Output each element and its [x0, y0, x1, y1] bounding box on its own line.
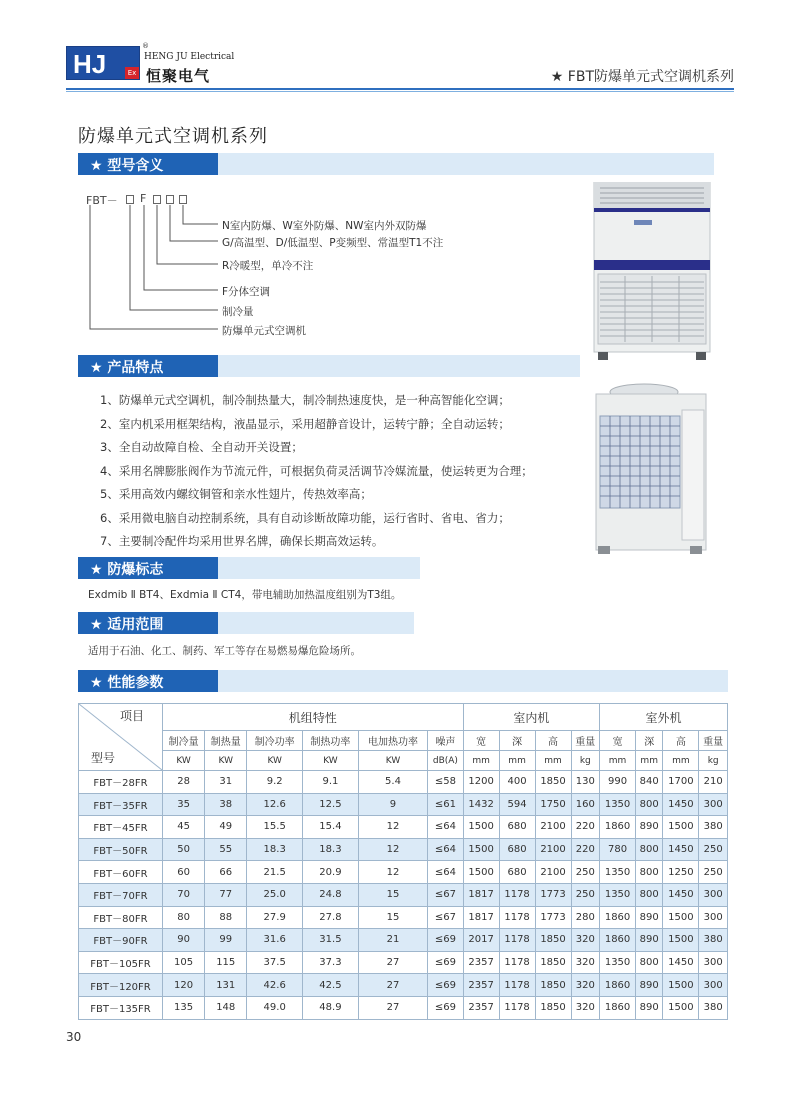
table-cell: 1450: [663, 883, 699, 906]
table-cell: 1860: [600, 929, 636, 952]
table-row: [79, 906, 728, 929]
table-cell: 1350: [600, 951, 636, 974]
model-line-label: F分体空调: [222, 286, 271, 298]
company-logo: [66, 42, 246, 86]
page-number: 30: [66, 1030, 82, 1044]
feature-item: 2、室内机采用框架结构，液晶显示，采用超静音设计，运转宁静；全自动运转；: [100, 416, 510, 431]
table-cell: 1850: [535, 771, 571, 794]
table-cell: 1860: [600, 906, 636, 929]
group-header: 机组特性: [163, 704, 464, 731]
table-cell: 320: [571, 996, 600, 1019]
table-cell: ≤69: [428, 996, 463, 1019]
model-cell: FBT－105FR: [79, 951, 163, 974]
table-cell: 1500: [663, 929, 699, 952]
table-cell: 800: [636, 883, 663, 906]
table-cell: ≤64: [428, 816, 463, 839]
table-cell: ≤69: [428, 951, 463, 974]
table-cell: 800: [636, 838, 663, 861]
table-cell: 1750: [535, 793, 571, 816]
model-cell: FBT－45FR: [79, 816, 163, 839]
column-header: 制冷功率: [247, 731, 303, 751]
table-cell: 99: [205, 929, 247, 952]
table-cell: 780: [600, 838, 636, 861]
corner-label-model: 型号: [91, 751, 116, 765]
column-header: 深: [499, 731, 535, 751]
table-cell: ≤67: [428, 906, 463, 929]
table-cell: ≤64: [428, 838, 463, 861]
unit-cell: KW: [303, 751, 359, 771]
table-cell: 45: [163, 816, 205, 839]
table-cell: ≤64: [428, 861, 463, 884]
table-cell: 35: [163, 793, 205, 816]
table-cell: 24.8: [303, 883, 359, 906]
table-cell: 990: [600, 771, 636, 794]
table-cell: 210: [699, 771, 728, 794]
feature-item: 5、采用高效内螺纹铜管和亲水性翅片，传热效率高；: [100, 487, 372, 501]
table-cell: 12: [358, 861, 427, 884]
outdoor-unit-image: [594, 380, 714, 558]
table-cell: 1500: [463, 861, 499, 884]
unit-cell: KW: [358, 751, 427, 771]
feature-item: 4、采用名牌膨胀阀作为节流元件，可根据负荷灵活调节冷媒流量，使运转更为合理；: [100, 463, 533, 478]
table-cell: 80: [163, 906, 205, 929]
table-cell: 400: [499, 771, 535, 794]
table-cell: 31: [205, 771, 247, 794]
table-cell: 2100: [535, 816, 571, 839]
table-cell: 90: [163, 929, 205, 952]
model-cell: FBT－35FR: [79, 793, 163, 816]
table-cell: 1450: [663, 951, 699, 974]
table-cell: 1178: [499, 929, 535, 952]
table-cell: 890: [636, 996, 663, 1019]
table-cell: 1178: [499, 974, 535, 997]
table-cell: 250: [571, 883, 600, 906]
table-cell: 20.9: [303, 861, 359, 884]
table-cell: 9: [358, 793, 427, 816]
model-code-diagram: [86, 192, 526, 342]
table-cell: 130: [571, 771, 600, 794]
table-cell: 1817: [463, 883, 499, 906]
table-cell: ≤61: [428, 793, 463, 816]
table-cell: 220: [571, 816, 600, 839]
table-cell: 680: [499, 816, 535, 839]
table-cell: 42.5: [303, 974, 359, 997]
table-cell: 890: [636, 974, 663, 997]
unit-cell: KW: [205, 751, 247, 771]
unit-cell: kg: [699, 751, 728, 771]
table-cell: 1500: [463, 838, 499, 861]
table-cell: 1178: [499, 883, 535, 906]
table-cell: 42.6: [247, 974, 303, 997]
model-prefix: FBT－: [86, 194, 118, 207]
model-cell: FBT－60FR: [79, 861, 163, 884]
column-header: 宽: [463, 731, 499, 751]
model-line-label: 制冷量: [222, 306, 254, 318]
column-header: 重量: [699, 731, 728, 751]
table-cell: 25.0: [247, 883, 303, 906]
table-cell: 37.3: [303, 951, 359, 974]
logo-letters: HJ: [73, 49, 107, 79]
model-line-label: G/高温型、D/低温型、P变频型、常温型T1不注: [222, 237, 444, 249]
series-title: ★ FBT防爆单元式空调机系列: [550, 69, 734, 85]
table-cell: 1773: [535, 906, 571, 929]
table-cell: 300: [699, 974, 728, 997]
table-cell: 1178: [499, 996, 535, 1019]
table-cell: 2100: [535, 861, 571, 884]
table-cell: 800: [636, 861, 663, 884]
unit-cell: mm: [463, 751, 499, 771]
table-cell: 1850: [535, 929, 571, 952]
section-header-explosion-mark: [78, 557, 420, 579]
table-cell: 300: [699, 883, 728, 906]
model-cell: FBT－50FR: [79, 838, 163, 861]
table-cell: 160: [571, 793, 600, 816]
unit-cell: mm: [663, 751, 699, 771]
table-cell: 21.5: [247, 861, 303, 884]
table-cell: 115: [205, 951, 247, 974]
table-row: [79, 951, 728, 974]
table-cell: 2357: [463, 951, 499, 974]
table-cell: 15.5: [247, 816, 303, 839]
table-cell: 9.1: [303, 771, 359, 794]
table-cell: 1850: [535, 996, 571, 1019]
corner-label-item: 项目: [119, 709, 144, 723]
table-cell: 1500: [463, 816, 499, 839]
table-cell: 300: [699, 793, 728, 816]
column-header: 高: [663, 731, 699, 751]
table-cell: 594: [499, 793, 535, 816]
table-cell: 49: [205, 816, 247, 839]
table-cell: 135: [163, 996, 205, 1019]
table-cell: 680: [499, 838, 535, 861]
scope-text: 适用于石油、化工、制药、军工等存在易燃易爆危险场所。: [88, 645, 361, 657]
table-cell: 1773: [535, 883, 571, 906]
table-cell: 21: [358, 929, 427, 952]
table-cell: 38: [205, 793, 247, 816]
table-cell: 890: [636, 906, 663, 929]
table-cell: 70: [163, 883, 205, 906]
table-cell: 2357: [463, 996, 499, 1019]
table-cell: 1450: [663, 793, 699, 816]
table-cell: 5.4: [358, 771, 427, 794]
table-cell: 105: [163, 951, 205, 974]
model-cell: FBT－80FR: [79, 906, 163, 929]
table-cell: 1450: [663, 838, 699, 861]
table-cell: 840: [636, 771, 663, 794]
column-header: 深: [636, 731, 663, 751]
unit-cell: mm: [600, 751, 636, 771]
table-cell: 300: [699, 951, 728, 974]
table-cell: 15: [358, 906, 427, 929]
table-cell: 31.6: [247, 929, 303, 952]
model-line-label: R冷暖型，单冷不注: [222, 260, 314, 272]
table-cell: 250: [571, 861, 600, 884]
table-cell: 1350: [600, 883, 636, 906]
model-cell: FBT－28FR: [79, 771, 163, 794]
table-cell: 300: [699, 906, 728, 929]
table-cell: 380: [699, 929, 728, 952]
table-row: [79, 861, 728, 884]
table-cell: 27: [358, 951, 427, 974]
unit-row: [79, 751, 728, 771]
feature-item: 7、主要制冷配件均采用世界名牌，确保长期高效运转。: [100, 534, 384, 548]
table-cell: 1700: [663, 771, 699, 794]
table-cell: 890: [636, 816, 663, 839]
table-cell: 1500: [663, 816, 699, 839]
table-cell: 2100: [535, 838, 571, 861]
table-cell: 800: [636, 793, 663, 816]
table-cell: 1500: [663, 974, 699, 997]
table-cell: 1850: [535, 951, 571, 974]
table-cell: 1860: [600, 996, 636, 1019]
table-cell: 2017: [463, 929, 499, 952]
table-cell: 27.9: [247, 906, 303, 929]
table-cell: 15.4: [303, 816, 359, 839]
model-cell: FBT－120FR: [79, 974, 163, 997]
table-cell: 131: [205, 974, 247, 997]
table-row: [79, 793, 728, 816]
column-header: 噪声: [428, 731, 463, 751]
group-header: 室内机: [463, 704, 599, 731]
company-chinese-name: 恒聚电气: [146, 67, 211, 85]
column-header: 制热量: [205, 731, 247, 751]
table-cell: 18.3: [247, 838, 303, 861]
section-title: ★ 产品特点: [90, 360, 164, 376]
unit-cell: KW: [163, 751, 205, 771]
indoor-unit-image: [592, 182, 712, 364]
table-cell: 12: [358, 816, 427, 839]
page-title: 防爆单元式空调机系列: [78, 126, 268, 147]
table-cell: ≤69: [428, 929, 463, 952]
table-cell: 27: [358, 974, 427, 997]
table-cell: ≤67: [428, 883, 463, 906]
table-cell: 66: [205, 861, 247, 884]
section-header-features: [78, 355, 580, 377]
unit-cell: kg: [571, 751, 600, 771]
table-cell: 220: [571, 838, 600, 861]
table-row: [79, 816, 728, 839]
table-cell: 1432: [463, 793, 499, 816]
model-line-label: 防爆单元式空调机: [222, 325, 306, 337]
table-cell: 320: [571, 929, 600, 952]
table-row: [79, 974, 728, 997]
table-cell: 49.0: [247, 996, 303, 1019]
table-cell: 1500: [663, 996, 699, 1019]
company-english-name: HENG JU Electrical: [144, 52, 235, 62]
performance-table: [78, 703, 728, 1020]
table-cell: 77: [205, 883, 247, 906]
table-cell: 380: [699, 816, 728, 839]
table-cell: 320: [571, 974, 600, 997]
table-cell: 37.5: [247, 951, 303, 974]
column-header: 高: [535, 731, 571, 751]
table-cell: 280: [571, 906, 600, 929]
table-cell: 1850: [535, 974, 571, 997]
table-cell: 1350: [600, 793, 636, 816]
table-cell: 1817: [463, 906, 499, 929]
section-title: ★ 性能参数: [90, 675, 164, 691]
unit-cell: mm: [535, 751, 571, 771]
feature-item: 3、全自动故障自检、全自动开关设置；: [100, 440, 303, 454]
table-body: [79, 771, 728, 1020]
table-cell: 250: [699, 861, 728, 884]
table-cell: 148: [205, 996, 247, 1019]
column-header: 宽: [600, 731, 636, 751]
section-title: ★ 防爆标志: [90, 562, 164, 578]
table-cell: 18.3: [303, 838, 359, 861]
table-cell: 250: [699, 838, 728, 861]
model-cell: FBT－135FR: [79, 996, 163, 1019]
unit-cell: dB(A): [428, 751, 463, 771]
table-row: [79, 929, 728, 952]
group-header: 室外机: [600, 704, 728, 731]
table-corner-cell: [79, 704, 163, 771]
table-cell: 1350: [600, 861, 636, 884]
table-cell: 88: [205, 906, 247, 929]
feature-item: 1、防爆单元式空调机，制冷制热量大，制冷制热速度快，是一种高智能化空调；: [100, 393, 510, 407]
table-cell: 27: [358, 996, 427, 1019]
table-cell: 1178: [499, 951, 535, 974]
table-cell: 1250: [663, 861, 699, 884]
table-cell: 50: [163, 838, 205, 861]
model-cell: FBT－90FR: [79, 929, 163, 952]
model-cell: FBT－70FR: [79, 883, 163, 906]
feature-list: [100, 389, 533, 554]
table-cell: 12: [358, 838, 427, 861]
table-cell: 320: [571, 951, 600, 974]
table-cell: 15: [358, 883, 427, 906]
section-title: ★ 型号含义: [90, 158, 164, 174]
column-header: 制热功率: [303, 731, 359, 751]
table-cell: 9.2: [247, 771, 303, 794]
table-cell: 1178: [499, 906, 535, 929]
feature-item: 6、采用微电脑自动控制系统，具有自动诊断故障功能，运行省时、省电、省力；: [100, 510, 510, 525]
column-header: 重量: [571, 731, 600, 751]
table-row: [79, 838, 728, 861]
section-header-model-meaning: [78, 153, 714, 175]
unit-cell: mm: [499, 751, 535, 771]
unit-cell: mm: [636, 751, 663, 771]
code-f-char: F: [140, 192, 147, 205]
model-line-label: N室内防爆、W室外防爆、NW室内外双防爆: [222, 220, 427, 232]
table-cell: ≤58: [428, 771, 463, 794]
logo-mark: [66, 46, 140, 80]
table-cell: 380: [699, 996, 728, 1019]
table-cell: 800: [636, 951, 663, 974]
table-cell: 890: [636, 929, 663, 952]
table-cell: 28: [163, 771, 205, 794]
table-cell: 12.5: [303, 793, 359, 816]
table-row: [79, 996, 728, 1019]
section-title: ★ 适用范围: [90, 617, 164, 633]
column-header: 制冷量: [163, 731, 205, 751]
table-cell: 31.5: [303, 929, 359, 952]
table-cell: 12.6: [247, 793, 303, 816]
table-cell: 120: [163, 974, 205, 997]
logo-ex-badge: Ex: [125, 67, 139, 79]
unit-cell: KW: [247, 751, 303, 771]
column-header-row: [79, 731, 728, 751]
registered-mark: ®: [142, 42, 149, 50]
table-cell: 60: [163, 861, 205, 884]
table-row: [79, 883, 728, 906]
table-cell: 1500: [663, 906, 699, 929]
section-header-performance: [78, 670, 728, 692]
section-header-scope: [78, 612, 414, 634]
table-cell: 55: [205, 838, 247, 861]
table-cell: 48.9: [303, 996, 359, 1019]
header-divider: [66, 88, 734, 90]
table-cell: 2357: [463, 974, 499, 997]
table-row: [79, 771, 728, 794]
table-cell: 1860: [600, 974, 636, 997]
table-cell: ≤69: [428, 974, 463, 997]
table-cell: 680: [499, 861, 535, 884]
table-cell: 27.8: [303, 906, 359, 929]
table-cell: 1860: [600, 816, 636, 839]
explosion-mark-text: Exdmib Ⅱ BT4、Exdmia Ⅱ CT4，带电辅助加热温度组别为T3组。: [88, 589, 402, 601]
table-cell: 1200: [463, 771, 499, 794]
column-header: 电加热功率: [358, 731, 427, 751]
